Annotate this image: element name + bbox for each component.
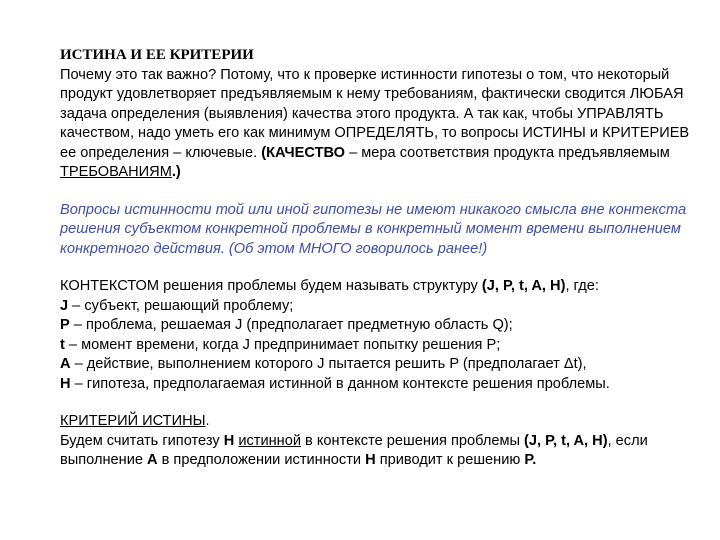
criterion-heading [60, 412, 690, 432]
text: в предположении истинности [157, 452, 366, 468]
context-definition [60, 277, 690, 297]
key: H [60, 375, 71, 392]
text: , если выполнение [60, 432, 648, 468]
text: A [147, 452, 158, 468]
paragraph-context-note: Вопросы истинности той или иной гипотезы не имеют никакого смысла вне контекста решения субъектом конкретной проблемы в конкретный момент времени выполнением конкретного действия. (Об этом МНОГО говорилось ранее!) [60, 201, 687, 257]
criterion-title: КРИТЕРИЙ ИСТИНЫ [60, 413, 206, 429]
text: .) [171, 164, 181, 180]
text: – гипотеза, предполагаемая истинной в данном контексте решения проблемы. [70, 375, 610, 392]
text-true: истинной [238, 432, 301, 449]
context-line-a [60, 355, 690, 375]
text: . [205, 413, 210, 429]
text: КОНТЕКСТОМ решения проблемы будем называть структуру [60, 278, 482, 294]
text: – субъект, решающий проблему; [68, 297, 294, 314]
text: – действие, выполнением которого J пытается решить P (предполагает Δt), [70, 356, 587, 372]
paragraph-importance [60, 66, 690, 183]
text-structure: (J, P, t, A, H) [481, 278, 566, 294]
text: Почему это так важно? Потому, что к проверке истинности гипотезы о том, что некоторый продукт удовлетворяет предъявляемым к нему требованиям, фактически сводится ЛЮБАЯ задача определения (выявления) качества этого продукта. А так как, чтобы УПРАВЛЯТЬ качеством, надо уметь его как минимум ОПРЕДЕЛЯТЬ, то вопросы ИСТИНЫ и КРИТЕРИЕВ ее определения – ключевые. [60, 66, 690, 161]
criterion-text [60, 432, 690, 471]
text: – проблема, решаемая J (предполагает предметную область Q); [69, 317, 513, 333]
text: – момент времени, когда J предпринимает попытку решения P; [64, 336, 501, 353]
text: , где: [565, 278, 599, 294]
text: Будем считать гипотезу [60, 432, 224, 449]
text: – мера соответствия продукта предъявляемым [345, 144, 670, 161]
context-line-j [60, 297, 690, 317]
key: A [60, 356, 71, 372]
text: (J, P, t, A, H) [524, 432, 608, 449]
context-line-h [60, 375, 690, 395]
slide-content [60, 46, 690, 471]
text-quality: (КАЧЕСТВО [261, 144, 346, 161]
context-line-t [60, 336, 690, 356]
key: P [60, 317, 70, 333]
key: J [60, 297, 69, 314]
page-title: ИСТИНА И ЕЕ КРИТЕРИИ [60, 47, 254, 63]
key: t [60, 336, 65, 353]
text: приводит к решению [375, 452, 525, 468]
context-line-p [60, 316, 690, 336]
text: . [532, 452, 537, 468]
text: P [524, 452, 533, 468]
text: в контексте решения проблемы [301, 432, 525, 449]
text: H [365, 452, 376, 468]
text-requirements: ТРЕБОВАНИЯМ [60, 164, 172, 180]
text: H [223, 432, 235, 449]
